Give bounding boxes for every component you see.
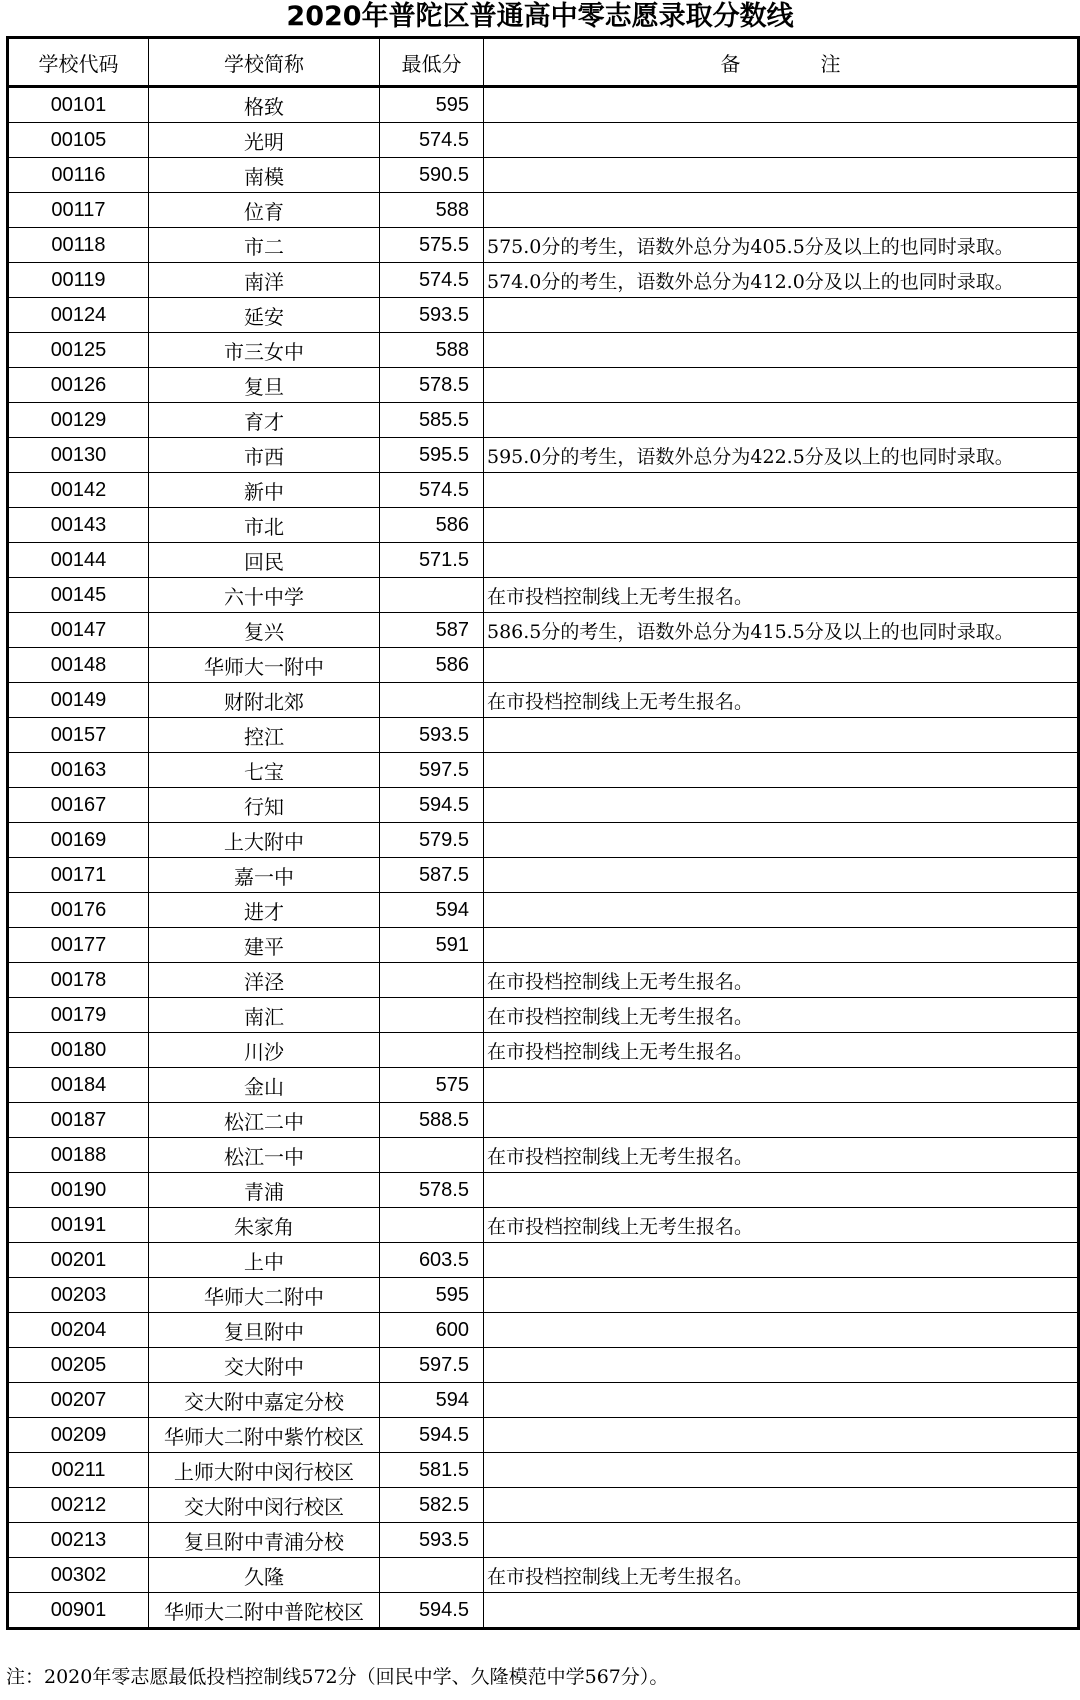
- table-row: [8, 578, 1079, 613]
- cell-min-score: 585.5: [380, 403, 484, 438]
- cell-min-score: 594: [380, 1383, 484, 1418]
- table-row: [8, 158, 1079, 193]
- table-row: [8, 1033, 1079, 1068]
- cell-remarks: [484, 1173, 1079, 1208]
- column-header-school-code: 学校代码: [8, 38, 149, 87]
- cell-remarks: [484, 123, 1079, 158]
- cell-school-code: 00187: [8, 1103, 149, 1138]
- cell-school-name: 南汇: [149, 998, 380, 1033]
- cell-school-name: 位育: [149, 193, 380, 228]
- column-header-school-name: 学校简称: [149, 38, 380, 87]
- cell-min-score: 574.5: [380, 473, 484, 508]
- table-row: [8, 928, 1079, 963]
- cell-remarks: 在市投档控制线上无考生报名。: [484, 1138, 1079, 1173]
- cell-school-code: 00105: [8, 123, 149, 158]
- table-row: [8, 1103, 1079, 1138]
- cell-school-code: 00163: [8, 753, 149, 788]
- cell-remarks: [484, 1488, 1079, 1523]
- table-row: [8, 788, 1079, 823]
- table-row: [8, 1208, 1079, 1243]
- cell-school-name: 松江一中: [149, 1138, 380, 1173]
- cell-min-score: 579.5: [380, 823, 484, 858]
- cell-min-score: [380, 1208, 484, 1243]
- cell-remarks: 在市投档控制线上无考生报名。: [484, 578, 1079, 613]
- cell-school-name: 交大附中: [149, 1348, 380, 1383]
- table-row: [8, 1243, 1079, 1278]
- cell-min-score: 593.5: [380, 1523, 484, 1558]
- cell-school-name: 朱家角: [149, 1208, 380, 1243]
- cell-min-score: 575.5: [380, 228, 484, 263]
- table-row: [8, 963, 1079, 998]
- cell-remarks: 586.5分的考生，语数外总分为415.5分及以上的也同时录取。: [484, 613, 1079, 648]
- cell-school-code: 00209: [8, 1418, 149, 1453]
- admission-score-table: [6, 36, 1080, 1630]
- cell-min-score: 574.5: [380, 263, 484, 298]
- table-row: [8, 1418, 1079, 1453]
- cell-school-name: 市西: [149, 438, 380, 473]
- cell-school-code: 00178: [8, 963, 149, 998]
- cell-school-name: 上中: [149, 1243, 380, 1278]
- cell-remarks: [484, 1383, 1079, 1418]
- cell-remarks: [484, 473, 1079, 508]
- cell-school-code: 00144: [8, 543, 149, 578]
- cell-remarks: 595.0分的考生，语数外总分为422.5分及以上的也同时录取。: [484, 438, 1079, 473]
- cell-remarks: [484, 1068, 1079, 1103]
- cell-school-code: 00191: [8, 1208, 149, 1243]
- cell-school-name: 复旦: [149, 368, 380, 403]
- table-row: [8, 228, 1079, 263]
- cell-remarks: [484, 823, 1079, 858]
- cell-school-code: 00124: [8, 298, 149, 333]
- cell-min-score: 595.5: [380, 438, 484, 473]
- cell-remarks: [484, 1103, 1079, 1138]
- cell-remarks: [484, 858, 1079, 893]
- cell-school-name: 交大附中闵行校区: [149, 1488, 380, 1523]
- cell-min-score: 594.5: [380, 1593, 484, 1629]
- cell-school-code: 00167: [8, 788, 149, 823]
- cell-remarks: [484, 508, 1079, 543]
- cell-min-score: 593.5: [380, 718, 484, 753]
- cell-min-score: [380, 1033, 484, 1068]
- cell-school-name: 行知: [149, 788, 380, 823]
- cell-remarks: [484, 1523, 1079, 1558]
- table-header-row: [8, 38, 1079, 87]
- cell-school-code: 00180: [8, 1033, 149, 1068]
- table-row: [8, 473, 1079, 508]
- cell-school-code: 00129: [8, 403, 149, 438]
- table-row: [8, 893, 1079, 928]
- cell-remarks: [484, 158, 1079, 193]
- table-row: [8, 823, 1079, 858]
- table-row: [8, 683, 1079, 718]
- cell-remarks: [484, 1453, 1079, 1488]
- cell-remarks: [484, 1348, 1079, 1383]
- cell-school-name: 市二: [149, 228, 380, 263]
- table-row: [8, 1138, 1079, 1173]
- cell-min-score: 595: [380, 87, 484, 123]
- cell-school-code: 00126: [8, 368, 149, 403]
- cell-remarks: 在市投档控制线上无考生报名。: [484, 1033, 1079, 1068]
- table-row: [8, 613, 1079, 648]
- cell-school-name: 回民: [149, 543, 380, 578]
- cell-school-code: 00125: [8, 333, 149, 368]
- cell-min-score: 578.5: [380, 1173, 484, 1208]
- cell-min-score: [380, 1138, 484, 1173]
- cell-school-name: 上大附中: [149, 823, 380, 858]
- cell-school-name: 嘉一中: [149, 858, 380, 893]
- table-row: [8, 263, 1079, 298]
- table-row: [8, 998, 1079, 1033]
- cell-remarks: [484, 193, 1079, 228]
- cell-remarks: [484, 333, 1079, 368]
- cell-school-name: 南洋: [149, 263, 380, 298]
- cell-school-name: 洋泾: [149, 963, 380, 998]
- cell-school-code: 00302: [8, 1558, 149, 1593]
- cell-min-score: 582.5: [380, 1488, 484, 1523]
- cell-school-code: 00118: [8, 228, 149, 263]
- cell-remarks: [484, 1313, 1079, 1348]
- cell-min-score: 600: [380, 1313, 484, 1348]
- cell-min-score: 588: [380, 333, 484, 368]
- cell-school-code: 00142: [8, 473, 149, 508]
- cell-school-name: 格致: [149, 87, 380, 123]
- cell-remarks: 575.0分的考生，语数外总分为405.5分及以上的也同时录取。: [484, 228, 1079, 263]
- table-row: [8, 753, 1079, 788]
- table-row: [8, 403, 1079, 438]
- footnote: 注：2020年零志愿最低投档控制线572分（回民中学、久隆模范中学567分）。: [6, 1666, 669, 1688]
- cell-school-code: 00201: [8, 1243, 149, 1278]
- table-row: [8, 87, 1079, 123]
- cell-remarks: [484, 298, 1079, 333]
- cell-min-score: 588: [380, 193, 484, 228]
- cell-remarks: 在市投档控制线上无考生报名。: [484, 1558, 1079, 1593]
- cell-school-code: 00116: [8, 158, 149, 193]
- table-row: [8, 1383, 1079, 1418]
- cell-school-code: 00213: [8, 1523, 149, 1558]
- cell-min-score: 578.5: [380, 368, 484, 403]
- cell-min-score: 590.5: [380, 158, 484, 193]
- cell-school-code: 00190: [8, 1173, 149, 1208]
- cell-school-name: 光明: [149, 123, 380, 158]
- cell-school-name: 交大附中嘉定分校: [149, 1383, 380, 1418]
- table-row: [8, 368, 1079, 403]
- cell-min-score: 593.5: [380, 298, 484, 333]
- cell-school-code: 00205: [8, 1348, 149, 1383]
- cell-min-score: [380, 683, 484, 718]
- column-header-remarks: 备 注: [484, 38, 1079, 87]
- cell-school-code: 00169: [8, 823, 149, 858]
- table-row: [8, 1523, 1079, 1558]
- cell-min-score: 575: [380, 1068, 484, 1103]
- table-row: [8, 1593, 1079, 1629]
- cell-school-name: 华师大二附中紫竹校区: [149, 1418, 380, 1453]
- cell-school-code: 00101: [8, 87, 149, 123]
- cell-school-code: 00179: [8, 998, 149, 1033]
- cell-remarks: [484, 928, 1079, 963]
- cell-min-score: 594.5: [380, 788, 484, 823]
- table-row: [8, 1453, 1079, 1488]
- table-row: [8, 858, 1079, 893]
- cell-min-score: 595: [380, 1278, 484, 1313]
- table-body: [8, 87, 1079, 1629]
- cell-school-name: 华师大二附中: [149, 1278, 380, 1313]
- cell-school-code: 00171: [8, 858, 149, 893]
- cell-remarks: [484, 753, 1079, 788]
- table-row: [8, 718, 1079, 753]
- cell-school-code: 00188: [8, 1138, 149, 1173]
- cell-school-code: 00176: [8, 893, 149, 928]
- table-row: [8, 648, 1079, 683]
- cell-school-name: 育才: [149, 403, 380, 438]
- cell-school-name: 上师大附中闵行校区: [149, 1453, 380, 1488]
- table-row: [8, 1348, 1079, 1383]
- cell-school-name: 久隆: [149, 1558, 380, 1593]
- cell-school-name: 华师大二附中普陀校区: [149, 1593, 380, 1629]
- cell-school-code: 00204: [8, 1313, 149, 1348]
- cell-school-name: 财附北郊: [149, 683, 380, 718]
- cell-remarks: [484, 543, 1079, 578]
- cell-school-name: 松江二中: [149, 1103, 380, 1138]
- cell-min-score: 597.5: [380, 753, 484, 788]
- cell-school-code: 00147: [8, 613, 149, 648]
- table-row: [8, 123, 1079, 158]
- cell-remarks: [484, 87, 1079, 123]
- table-row: [8, 193, 1079, 228]
- cell-school-name: 金山: [149, 1068, 380, 1103]
- cell-school-code: 00184: [8, 1068, 149, 1103]
- cell-school-code: 00212: [8, 1488, 149, 1523]
- cell-min-score: 586: [380, 648, 484, 683]
- cell-school-name: 复旦附中: [149, 1313, 380, 1348]
- cell-school-name: 川沙: [149, 1033, 380, 1068]
- cell-school-code: 00145: [8, 578, 149, 613]
- cell-min-score: 587.5: [380, 858, 484, 893]
- cell-school-name: 市北: [149, 508, 380, 543]
- cell-min-score: 588.5: [380, 1103, 484, 1138]
- cell-school-code: 00130: [8, 438, 149, 473]
- table-row: [8, 1173, 1079, 1208]
- cell-school-name: 六十中学: [149, 578, 380, 613]
- cell-remarks: 在市投档控制线上无考生报名。: [484, 963, 1079, 998]
- cell-school-code: 00143: [8, 508, 149, 543]
- table-row: [8, 1278, 1079, 1313]
- cell-remarks: 在市投档控制线上无考生报名。: [484, 1208, 1079, 1243]
- table-row: [8, 1558, 1079, 1593]
- cell-remarks: [484, 368, 1079, 403]
- cell-school-code: 00117: [8, 193, 149, 228]
- cell-school-code: 00149: [8, 683, 149, 718]
- table-row: [8, 1068, 1079, 1103]
- cell-min-score: 571.5: [380, 543, 484, 578]
- cell-remarks: [484, 1418, 1079, 1453]
- cell-school-code: 00119: [8, 263, 149, 298]
- cell-school-code: 00148: [8, 648, 149, 683]
- cell-min-score: 587: [380, 613, 484, 648]
- cell-school-name: 控江: [149, 718, 380, 753]
- cell-school-name: 青浦: [149, 1173, 380, 1208]
- cell-min-score: 574.5: [380, 123, 484, 158]
- page-title: 2020年普陀区普通高中零志愿录取分数线: [286, 1, 794, 32]
- cell-remarks: [484, 893, 1079, 928]
- cell-min-score: [380, 1558, 484, 1593]
- cell-min-score: [380, 578, 484, 613]
- cell-school-code: 00203: [8, 1278, 149, 1313]
- cell-school-name: 华师大一附中: [149, 648, 380, 683]
- table-row: [8, 438, 1079, 473]
- table-row: [8, 1313, 1079, 1348]
- cell-min-score: 586: [380, 508, 484, 543]
- cell-school-name: 南模: [149, 158, 380, 193]
- cell-min-score: [380, 998, 484, 1033]
- cell-school-name: 进才: [149, 893, 380, 928]
- cell-school-code: 00177: [8, 928, 149, 963]
- cell-min-score: 591: [380, 928, 484, 963]
- cell-school-code: 00207: [8, 1383, 149, 1418]
- cell-school-name: 新中: [149, 473, 380, 508]
- cell-remarks: [484, 788, 1079, 823]
- cell-remarks: 在市投档控制线上无考生报名。: [484, 998, 1079, 1033]
- cell-min-score: 603.5: [380, 1243, 484, 1278]
- cell-school-code: 00901: [8, 1593, 149, 1629]
- table-row: [8, 508, 1079, 543]
- cell-school-name: 延安: [149, 298, 380, 333]
- cell-remarks: [484, 648, 1079, 683]
- table-row: [8, 333, 1079, 368]
- table-row: [8, 298, 1079, 333]
- cell-remarks: [484, 1278, 1079, 1313]
- cell-school-code: 00211: [8, 1453, 149, 1488]
- cell-min-score: 594.5: [380, 1418, 484, 1453]
- table-row: [8, 543, 1079, 578]
- cell-min-score: 597.5: [380, 1348, 484, 1383]
- cell-remarks: [484, 718, 1079, 753]
- cell-school-name: 市三女中: [149, 333, 380, 368]
- table-row: [8, 1488, 1079, 1523]
- column-header-min-score: 最低分: [380, 38, 484, 87]
- cell-min-score: 594: [380, 893, 484, 928]
- cell-remarks: [484, 1243, 1079, 1278]
- cell-min-score: [380, 963, 484, 998]
- cell-remarks: [484, 403, 1079, 438]
- cell-school-code: 00157: [8, 718, 149, 753]
- cell-remarks: 574.0分的考生，语数外总分为412.0分及以上的也同时录取。: [484, 263, 1079, 298]
- cell-remarks: [484, 1593, 1079, 1629]
- cell-school-name: 复旦附中青浦分校: [149, 1523, 380, 1558]
- cell-school-name: 复兴: [149, 613, 380, 648]
- cell-school-name: 七宝: [149, 753, 380, 788]
- cell-remarks: 在市投档控制线上无考生报名。: [484, 683, 1079, 718]
- cell-min-score: 581.5: [380, 1453, 484, 1488]
- cell-school-name: 建平: [149, 928, 380, 963]
